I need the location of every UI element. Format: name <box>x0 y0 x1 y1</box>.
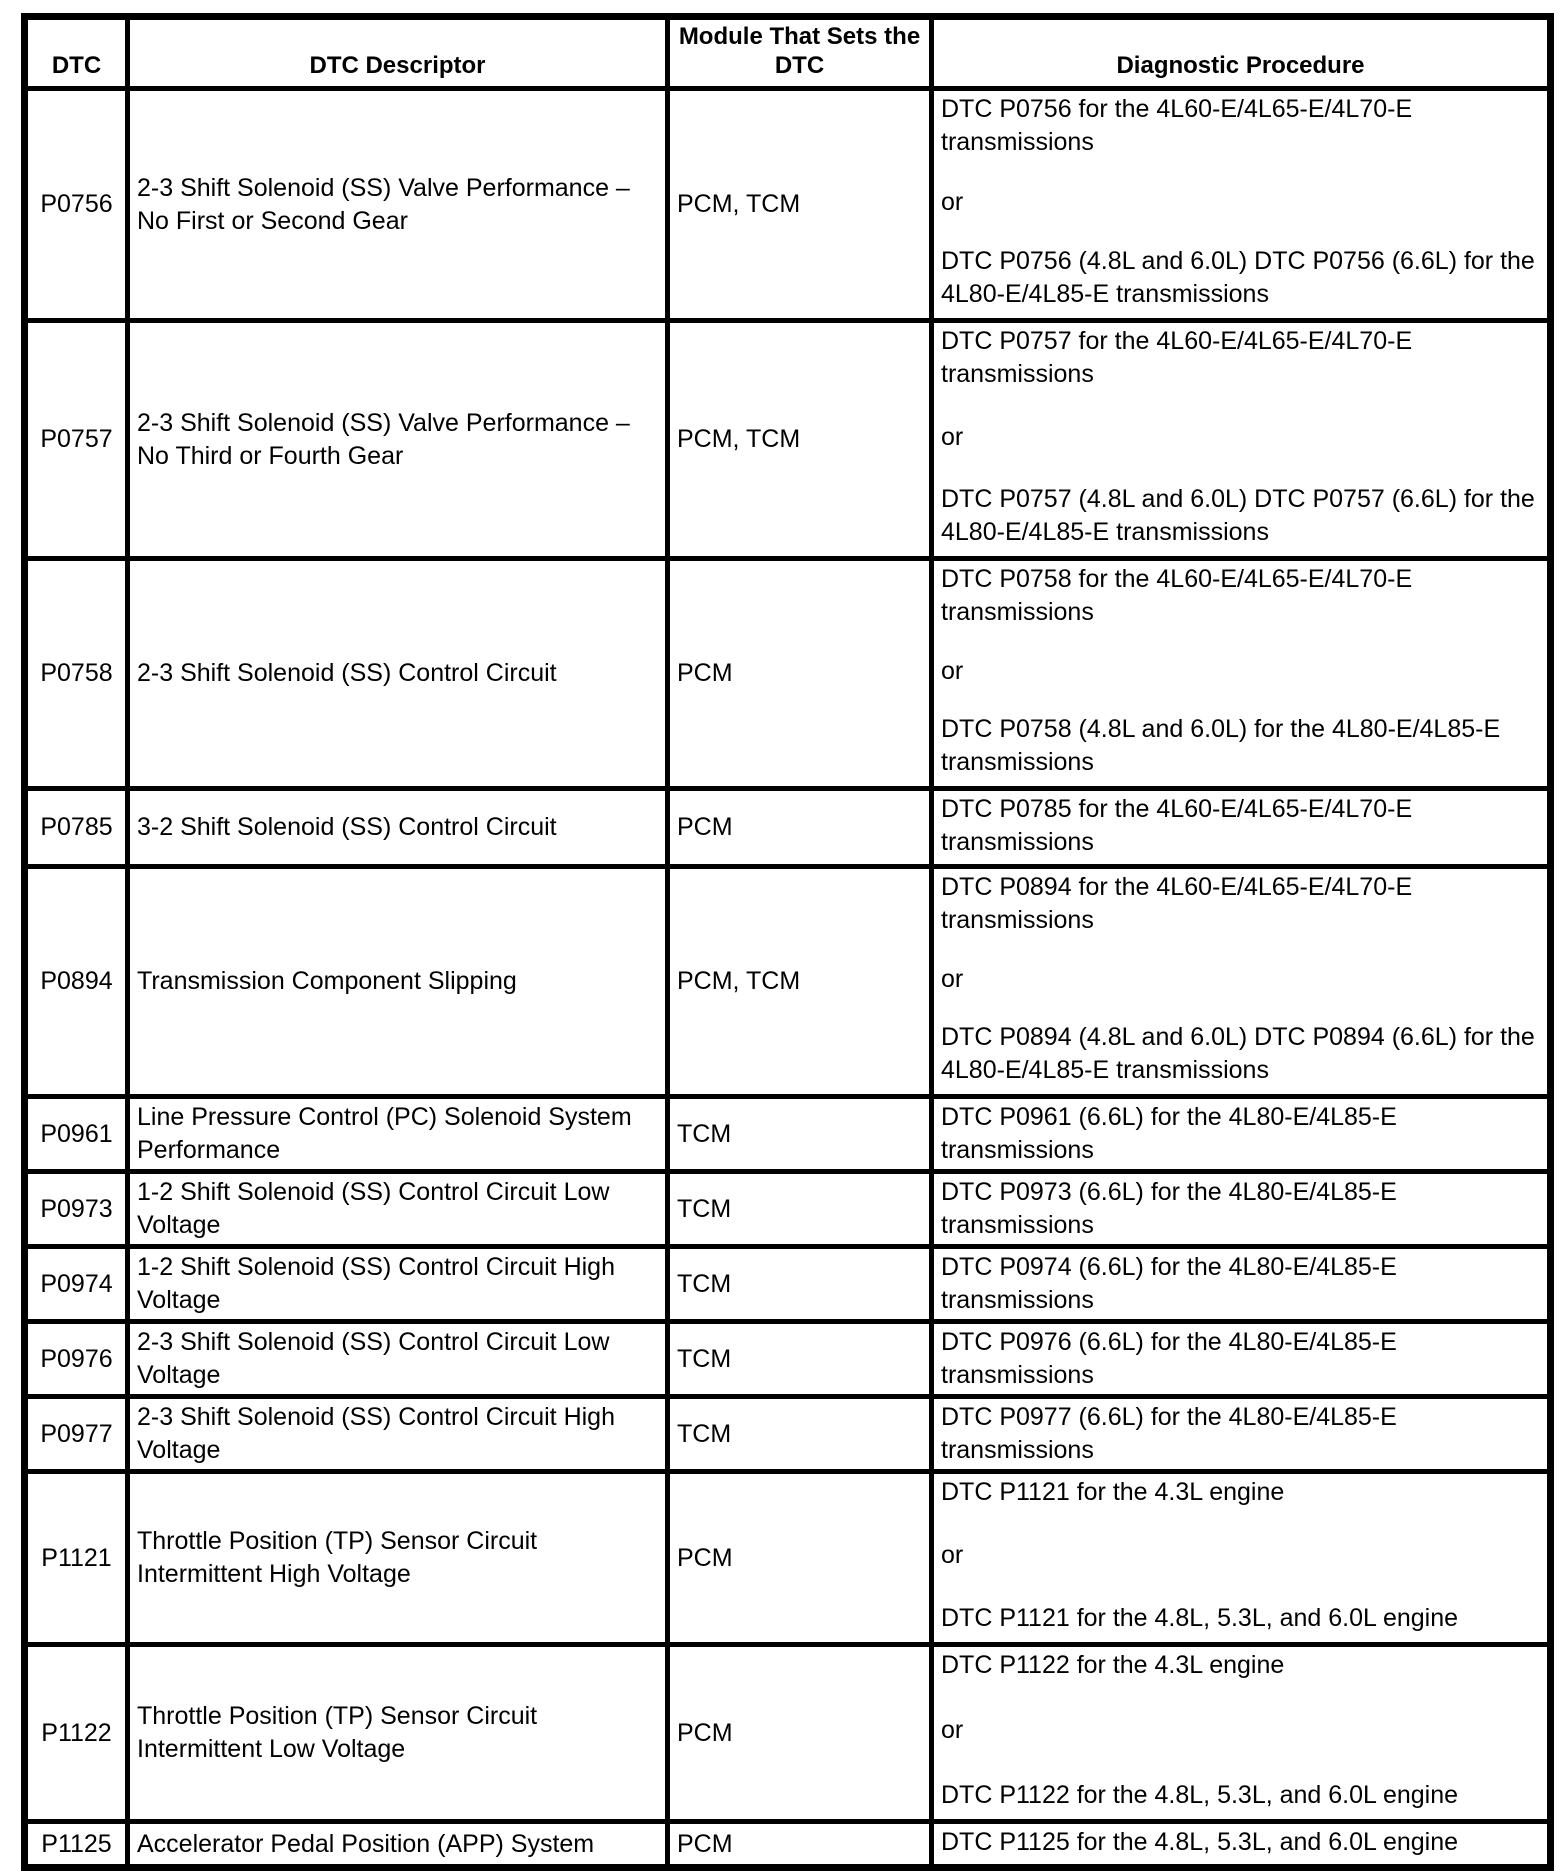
dtc-descriptor-cell: 1-2 Shift Solenoid (SS) Control Circuit High Voltage <box>128 1247 668 1322</box>
procedure-paragraph: DTC P0756 (4.8L and 6.0L) DTC P0756 (6.6L) for the 4L80-E/4L85-E transmissions <box>941 247 1535 308</box>
dtc-code-cell: P1121 <box>25 1472 128 1645</box>
procedure-paragraphs <box>941 1326 1543 1392</box>
procedure-paragraph: DTC P0973 (6.6L) for the 4L80-E/4L85-E transmissions <box>941 1178 1397 1239</box>
procedure-paragraphs <box>941 325 1543 549</box>
procedure-paragraph: DTC P0757 (4.8L and 6.0L) DTC P0757 (6.6L) for the 4L80-E/4L85-E transmissions <box>941 485 1535 546</box>
dtc-table-body <box>25 89 1551 1868</box>
procedure-paragraph: DTC P0974 (6.6L) for the 4L80-E/4L85-E transmissions <box>941 1253 1397 1314</box>
dtc-table <box>21 13 1554 1871</box>
procedure-paragraph: or <box>941 187 964 216</box>
dtc-code-cell: P0785 <box>25 789 128 867</box>
dtc-code-cell: P0973 <box>25 1172 128 1247</box>
procedure-paragraph: or <box>941 656 964 685</box>
procedure-paragraph: DTC P0758 (4.8L and 6.0L) for the 4L80-E/4L85-E transmissions <box>941 715 1501 776</box>
dtc-code-cell: P0976 <box>25 1322 128 1397</box>
diagnostic-procedure-cell <box>932 1472 1551 1645</box>
procedure-paragraphs <box>941 93 1543 311</box>
procedure-paragraph: DTC P1122 for the 4.8L, 5.3L, and 6.0L engine <box>941 1781 1459 1809</box>
table-row <box>25 321 1551 559</box>
table-row <box>25 1172 1551 1247</box>
header-row <box>25 17 1551 89</box>
procedure-paragraphs <box>941 1401 1543 1467</box>
dtc-code-cell: P0758 <box>25 559 128 789</box>
table-header <box>25 17 1551 89</box>
table-row <box>25 1397 1551 1472</box>
procedure-paragraphs <box>941 1826 1543 1859</box>
procedure-paragraphs <box>941 563 1543 779</box>
dtc-descriptor-cell: 2-3 Shift Solenoid (SS) Control Circuit Low Voltage <box>128 1322 668 1397</box>
dtc-descriptor-cell: 2-3 Shift Solenoid (SS) Valve Performance – No Third or Fourth Gear <box>128 321 668 559</box>
procedure-paragraph: DTC P0894 (4.8L and 6.0L) DTC P0894 (6.6L) for the 4L80-E/4L85-E transmissions <box>941 1023 1535 1084</box>
table-row <box>25 559 1551 789</box>
module-cell: PCM <box>668 1472 932 1645</box>
procedure-paragraph: or <box>941 1541 964 1569</box>
diagnostic-procedure-cell <box>932 1397 1551 1472</box>
column-header-procedure: Diagnostic Procedure <box>932 17 1551 89</box>
dtc-descriptor-cell: Line Pressure Control (PC) Solenoid System Performance <box>128 1097 668 1172</box>
procedure-paragraph: DTC P1121 for the 4.8L, 5.3L, and 6.0L engine <box>941 1604 1459 1632</box>
procedure-paragraph: DTC P0894 for the 4L60-E/4L65-E/4L70-E transmissions <box>941 873 1413 934</box>
diagnostic-procedure-cell <box>932 89 1551 321</box>
diagnostic-procedure-cell <box>932 559 1551 789</box>
procedure-paragraph: DTC P0976 (6.6L) for the 4L80-E/4L85-E transmissions <box>941 1328 1397 1389</box>
dtc-code-cell: P0961 <box>25 1097 128 1172</box>
dtc-descriptor-cell: 2-3 Shift Solenoid (SS) Control Circuit High Voltage <box>128 1397 668 1472</box>
diagnostic-procedure-cell <box>932 321 1551 559</box>
dtc-code-cell: P0757 <box>25 321 128 559</box>
module-cell: PCM <box>668 1822 932 1868</box>
procedure-paragraphs <box>941 1251 1543 1317</box>
procedure-paragraph: DTC P0977 (6.6L) for the 4L80-E/4L85-E transmissions <box>941 1403 1397 1464</box>
procedure-paragraphs <box>941 871 1543 1087</box>
table-row <box>25 1097 1551 1172</box>
dtc-descriptor-cell: Throttle Position (TP) Sensor Circuit Intermittent Low Voltage <box>128 1645 668 1822</box>
module-cell: TCM <box>668 1097 932 1172</box>
dtc-descriptor-cell: 1-2 Shift Solenoid (SS) Control Circuit Low Voltage <box>128 1172 668 1247</box>
diagnostic-procedure-cell <box>932 789 1551 867</box>
column-header-dtc: DTC <box>25 17 128 89</box>
dtc-descriptor-cell: Transmission Component Slipping <box>128 867 668 1097</box>
dtc-code-cell: P0756 <box>25 89 128 321</box>
table-row <box>25 89 1551 321</box>
procedure-paragraph: DTC P0756 for the 4L60-E/4L65-E/4L70-E transmissions <box>941 95 1413 156</box>
procedure-paragraph: or <box>941 422 964 451</box>
procedure-paragraphs <box>941 1476 1543 1635</box>
diagnostic-procedure-cell <box>932 1322 1551 1397</box>
table-row <box>25 1247 1551 1322</box>
dtc-code-cell: P1122 <box>25 1645 128 1822</box>
module-cell: PCM, TCM <box>668 321 932 559</box>
module-cell: PCM <box>668 789 932 867</box>
dtc-code-cell: P1125 <box>25 1822 128 1868</box>
table-row <box>25 789 1551 867</box>
module-cell: TCM <box>668 1397 932 1472</box>
procedure-paragraph: DTC P1122 for the 4.3L engine <box>941 1651 1285 1679</box>
diagnostic-procedure-cell <box>932 1645 1551 1822</box>
dtc-descriptor-cell: Throttle Position (TP) Sensor Circuit Intermittent High Voltage <box>128 1472 668 1645</box>
table-row <box>25 1645 1551 1822</box>
table-row <box>25 1822 1551 1868</box>
module-cell: TCM <box>668 1247 932 1322</box>
diagnostic-procedure-cell <box>932 1172 1551 1247</box>
diagnostic-procedure-cell <box>932 1097 1551 1172</box>
dtc-code-cell: P0977 <box>25 1397 128 1472</box>
dtc-descriptor-cell: 3-2 Shift Solenoid (SS) Control Circuit <box>128 789 668 867</box>
table-row <box>25 1322 1551 1397</box>
module-cell: PCM <box>668 1645 932 1822</box>
module-cell: TCM <box>668 1322 932 1397</box>
diagnostic-procedure-cell <box>932 867 1551 1097</box>
column-header-descriptor: DTC Descriptor <box>128 17 668 89</box>
procedure-paragraph: or <box>941 964 964 993</box>
dtc-descriptor-cell: 2-3 Shift Solenoid (SS) Valve Performance – No First or Second Gear <box>128 89 668 321</box>
table-row <box>25 1472 1551 1645</box>
procedure-paragraph: DTC P1121 for the 4.3L engine <box>941 1478 1285 1506</box>
procedure-paragraph: DTC P1125 for the 4.8L, 5.3L, and 6.0L engine <box>941 1828 1459 1856</box>
procedure-paragraph: DTC P0757 for the 4L60-E/4L65-E/4L70-E transmissions <box>941 327 1413 388</box>
module-cell: TCM <box>668 1172 932 1247</box>
procedure-paragraph: or <box>941 1716 964 1744</box>
dtc-code-cell: P0974 <box>25 1247 128 1322</box>
diagnostic-procedure-cell <box>932 1247 1551 1322</box>
procedure-paragraphs <box>941 793 1543 859</box>
table-row <box>25 867 1551 1097</box>
dtc-descriptor-cell: Accelerator Pedal Position (APP) System <box>128 1822 668 1868</box>
procedure-paragraph: DTC P0785 for the 4L60-E/4L65-E/4L70-E transmissions <box>941 795 1413 856</box>
module-cell: PCM <box>668 559 932 789</box>
module-cell: PCM, TCM <box>668 867 932 1097</box>
procedure-paragraph: DTC P0758 for the 4L60-E/4L65-E/4L70-E transmissions <box>941 565 1413 626</box>
procedure-paragraphs <box>941 1176 1543 1242</box>
diagnostic-procedure-cell <box>932 1822 1551 1868</box>
dtc-code-cell: P0894 <box>25 867 128 1097</box>
module-cell: PCM, TCM <box>668 89 932 321</box>
procedure-paragraph: DTC P0961 (6.6L) for the 4L80-E/4L85-E transmissions <box>941 1103 1397 1164</box>
column-header-module: Module That Sets the DTC <box>668 17 932 89</box>
procedure-paragraphs <box>941 1649 1543 1812</box>
procedure-paragraphs <box>941 1101 1543 1167</box>
dtc-descriptor-cell: 2-3 Shift Solenoid (SS) Control Circuit <box>128 559 668 789</box>
